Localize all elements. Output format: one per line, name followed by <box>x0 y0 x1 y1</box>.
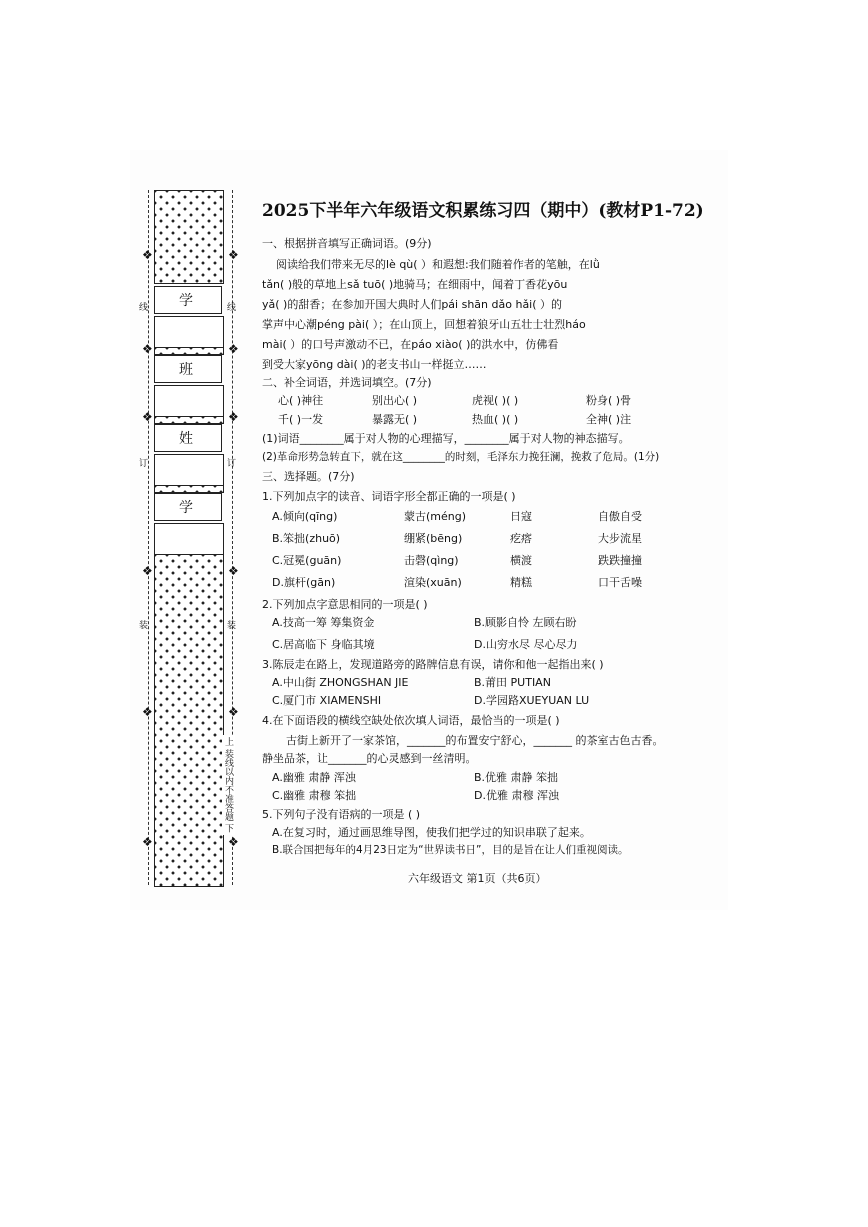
section1-line: 掌声中心潮péng pài( ）；在山顶上，回想着狼牙山五壮士壮烈háo <box>262 318 586 331</box>
option-cell: D.山穷水尽 尽心尽力 <box>474 638 578 651</box>
star-divider <box>154 347 224 355</box>
option-cell: B.优雅 肃静 笨拙 <box>474 771 559 784</box>
option-cell: 跌跌撞撞 <box>598 554 642 567</box>
diamond-marker: ❖ <box>142 835 153 849</box>
option-cell: C.幽雅 肃穆 笨拙 <box>272 789 357 802</box>
name-field[interactable] <box>154 454 224 486</box>
passage-line: 古街上新开了一家茶馆，_______的布置安宁舒心，_______ 的茶室古色古香。 <box>286 734 664 747</box>
section1-heading: 一、根据拼音填写正确词语。(9分) <box>262 237 432 250</box>
option-cell: 精糕 <box>510 576 532 589</box>
option-cell: C.居高临下 身临其境 <box>272 638 375 651</box>
idiom-item: 热血( )( ) <box>472 413 519 426</box>
option-cell: C.冠冕(guān) <box>272 554 342 567</box>
section1-line: 阅读给我们带来无尽的lè qù( ）和遐想:我们随着作者的笔触，在lǜ <box>276 258 600 271</box>
option-cell: C.厦门市 XIAMENSHI <box>272 694 382 707</box>
page-footer: 六年级语文 第1页（共6页） <box>408 872 547 885</box>
idiom-item: 别出心( ) <box>372 394 418 407</box>
diamond-marker: ❖ <box>142 342 153 356</box>
option-cell: 渲染(xuān) <box>404 576 462 589</box>
section2-question: (2)革命形势急转直下，就在这________的时刻，毛泽东力挽狂澜，挽救了危局。(1分) <box>262 451 660 463</box>
seal-mark-right: 订 <box>225 458 235 467</box>
option-cell: 横渡 <box>510 554 532 567</box>
seal-mark-right: 线 <box>225 302 235 311</box>
section2-question: (1)词语________属于对人物的心理描写，________属于对人物的神态描写。 <box>262 432 630 445</box>
star-divider <box>154 485 224 493</box>
diamond-marker: ❖ <box>142 248 153 262</box>
star-divider <box>154 416 224 424</box>
question-stem: 3.陈辰走在路上，发现道路旁的路牌信息有误，请你和他一起指出来( ) <box>262 658 604 671</box>
section3-heading: 三、选择题。(7分) <box>262 470 355 483</box>
diamond-marker: ❖ <box>228 705 239 719</box>
idiom-item: 全神( )注 <box>586 413 632 426</box>
diamond-marker: ❖ <box>142 410 153 424</box>
option-cell: A.中山街 ZHONGSHAN JIE <box>272 676 409 689</box>
diamond-marker: ❖ <box>228 248 239 262</box>
option-cell: B.顾影自怜 左顾右盼 <box>474 616 577 629</box>
option-cell: B.莆田 PUTIAN <box>474 676 551 689</box>
option-cell: 口干舌噪 <box>598 576 642 589</box>
option-cell: D.优雅 肃穆 浑浊 <box>474 789 559 802</box>
diamond-marker: ❖ <box>142 705 153 719</box>
school-field[interactable] <box>154 316 224 348</box>
seal-mark-left: 装 <box>137 620 147 629</box>
option-cell: A.在复习时，通过画思维导图，使我们把学过的知识串联了起来。 <box>272 826 591 839</box>
star-pattern-bottom <box>154 554 224 887</box>
idiom-item: 千( )一发 <box>278 413 324 426</box>
question-stem: 1.下列加点字的读音、词语字形全都正确的一项是( ) <box>262 490 516 503</box>
option-cell: D.学园路XUEYUAN LU <box>474 694 590 707</box>
option-cell: 击磬(qìng) <box>404 554 459 567</box>
option-cell: 自傲自受 <box>598 510 642 523</box>
no-answer-instruction: 上 装线以内不准答题 下 <box>223 737 233 833</box>
binding-strip <box>137 190 239 885</box>
option-cell: A.倾向(qīng) <box>272 510 338 523</box>
number-field[interactable] <box>154 523 224 555</box>
section2-heading: 二、补全词语，并选词填空。(7分) <box>262 376 432 389</box>
question-stem: 4.在下面语段的横线空缺处依次填人词语，最恰当的一项是( ) <box>262 714 560 727</box>
question-stem: 5.下列句子没有语病的一项是 ( ) <box>262 808 421 821</box>
section1-line: yǎ( )的甜香；在参加开国大典时人们pái shān dǎo hǎi( ）的 <box>262 298 563 311</box>
option-cell: B.联合国把每年的4月23日定为“世界读书日”，目的是旨在让人们重视阅读。 <box>272 844 629 856</box>
diamond-marker: ❖ <box>228 564 239 578</box>
option-cell: 疙瘩 <box>510 532 532 545</box>
diamond-marker: ❖ <box>228 835 239 849</box>
left-dashed-rail <box>148 190 153 885</box>
section1-line: tǎn( )般的草地上sǎ tuō( )地骑马；在细雨中，闻着丁香花yōu <box>262 278 568 291</box>
option-cell: 蒙古(méng) <box>404 510 467 523</box>
name-label: 姓 <box>154 424 222 452</box>
star-pattern-top <box>154 190 224 284</box>
seal-mark-right: 装 <box>225 620 235 629</box>
section1-line: 到受大家yōng dài( )的老支书山一样挺立…… <box>262 358 487 371</box>
class-field[interactable] <box>154 385 224 417</box>
diamond-marker: ❖ <box>142 564 153 578</box>
diamond-marker: ❖ <box>228 342 239 356</box>
option-cell: B.笨拙(zhuō) <box>272 532 341 545</box>
passage-line: 静坐品茶，让_______的心灵感到一丝清明。 <box>262 752 477 765</box>
idiom-item: 粉身( )骨 <box>586 394 632 407</box>
question-stem: 2.下列加点字意思相同的一项是( ) <box>262 598 428 611</box>
option-cell: D.旗杆(gān) <box>272 576 336 589</box>
number-label: 学 <box>154 493 222 521</box>
diamond-marker: ❖ <box>228 410 239 424</box>
option-cell: 日寇 <box>510 510 532 523</box>
idiom-item: 虎视( )( ) <box>472 394 519 407</box>
idiom-item: 暴露无( ) <box>372 413 418 426</box>
seal-mark-left: 线 <box>137 302 147 311</box>
idiom-item: 心( )神往 <box>278 394 324 407</box>
page-title: 2025下半年六年级语文积累练习四（期中）(教材P1-72) <box>262 201 704 221</box>
school-label: 学 <box>154 286 222 314</box>
section1-line: mài( ）的口号声激动不已，在páo xiào( )的洪水中，仿佛看 <box>262 338 559 351</box>
option-cell: A.技高一筹 筹集资金 <box>272 616 375 629</box>
class-label: 班 <box>154 355 222 383</box>
option-cell: 绷紧(bēng) <box>404 532 463 545</box>
seal-mark-left: 订 <box>137 458 147 467</box>
option-cell: A.幽雅 肃静 浑浊 <box>272 771 356 784</box>
option-cell: 大步流星 <box>598 532 642 545</box>
